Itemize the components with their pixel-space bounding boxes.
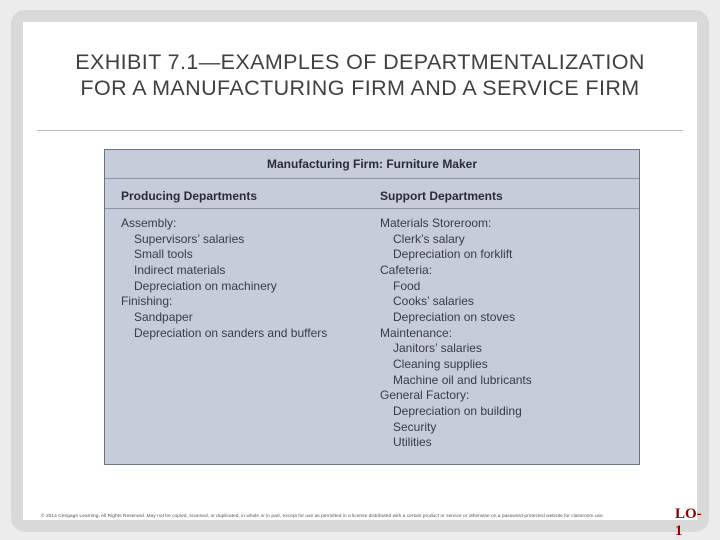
support-item: Machine oil and lubricants	[393, 372, 532, 387]
support-item: Food	[393, 278, 421, 293]
support-list	[380, 216, 532, 451]
support-item: Depreciation on forklift	[393, 247, 513, 262]
support-item: Security	[393, 419, 437, 434]
producing-item: Depreciation on sanders and buffers	[134, 325, 328, 340]
support-item: Janitors’ salaries	[393, 341, 482, 356]
support-item: Cooks’ salaries	[393, 294, 474, 309]
title-divider	[37, 130, 683, 131]
producing-list	[121, 216, 327, 341]
learning-objective-label: LO-1	[675, 506, 702, 539]
producing-item: Supervisors’ salaries	[134, 231, 245, 246]
producing-item: Finishing:	[121, 294, 173, 309]
slide-panel	[23, 22, 702, 539]
slide-frame	[11, 10, 709, 539]
support-item: Depreciation on stoves	[393, 309, 516, 324]
producing-item: Sandpaper	[134, 309, 193, 324]
support-item: Depreciation on building	[393, 403, 522, 418]
support-heading: Support Departments	[380, 189, 503, 203]
exhibit-header: Manufacturing Firm: Furniture Maker	[105, 150, 639, 179]
support-item: Cafeteria:	[380, 262, 433, 277]
producing-item: Small tools	[134, 247, 193, 262]
exhibit-table	[104, 149, 640, 465]
title-line-2: FOR A MANUFACTURING FIRM AND A SERVICE FIRM	[80, 76, 640, 100]
slide-title	[23, 49, 697, 101]
producing-item: Indirect materials	[134, 262, 226, 277]
support-item: Utilities	[393, 435, 432, 450]
column-headers	[105, 182, 639, 209]
support-item: General Factory:	[380, 388, 470, 403]
producing-heading: Producing Departments	[121, 189, 258, 203]
support-item: Cleaning supplies	[393, 356, 488, 371]
title-line-1: EXHIBIT 7.1—EXAMPLES OF DEPARTMENTALIZATION	[75, 50, 645, 74]
producing-item: Depreciation on machinery	[134, 278, 277, 293]
support-item: Clerk’s salary	[393, 231, 465, 246]
support-item: Materials Storeroom:	[380, 216, 492, 230]
copyright-notice: © 2014 Cengage Learning. All Rights Reserved. May not be copied, scanned, or duplicated, in whole or in part, except for use as permitted in a license distributed with a certain product or service or otherwise on a password-protected website for classroom use.	[41, 514, 605, 519]
support-item: Maintenance:	[380, 325, 453, 340]
producing-item: Assembly:	[121, 216, 177, 230]
